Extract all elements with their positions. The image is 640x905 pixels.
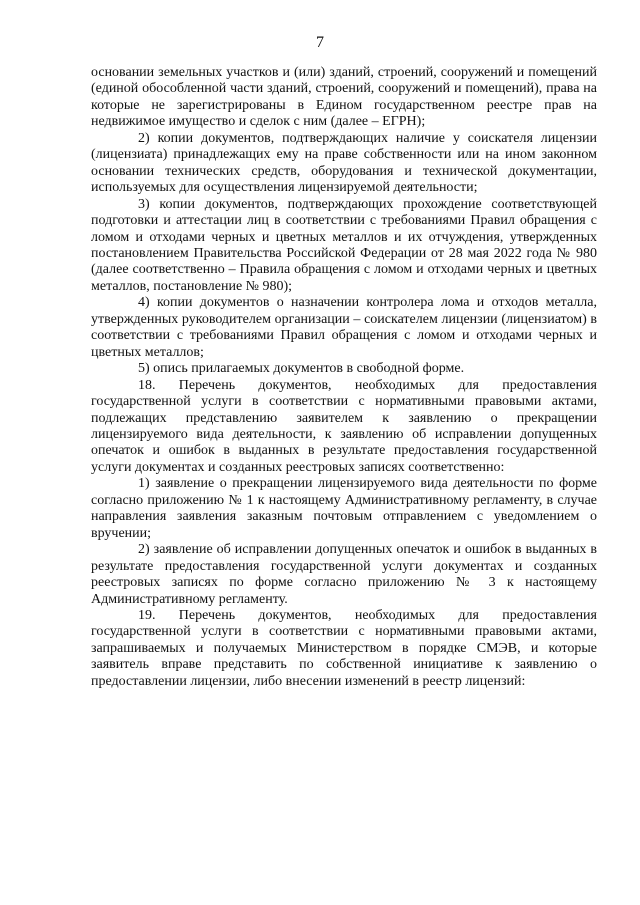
document-body (91, 65, 597, 690)
paragraph-section-19: 19. Перечень документов, необходимых для предоставления государственной услуги в соответствии с нормативными правовыми актами, запрашиваемых и получаемых Министерством в порядке СМЭВ, и которые заявитель вправе представить по собственной инициативе к заявлению о предоставлении лицензии, либо внесении изменений в реестр лицензий: (91, 607, 597, 689)
paragraph-18-item-1: 1) заявление о прекращении лицензируемого вида деятельности по форме согласно приложению № 1 к настоящему Административному регламенту, в случае направления заявления заказным почтовым отправлением с уведомлением о вручении; (91, 476, 597, 541)
paragraph-item-5: 5) опись прилагаемых документов в свободной форме. (138, 361, 465, 377)
paragraph-section-18: 18. Перечень документов, необходимых для предоставления государственной услуги в соответствии с нормативными правовыми актами, подлежащих представлению заявителем к заявлению о прекращении лицензируемого вида деятельности, к заявлению об исправлении допущенных опечаток и ошибок в выданных в результате предоставления государственной услуги документах и созданных реестровых записях соответственно: (91, 377, 597, 475)
paragraph-item-2: 2) копии документов, подтверждающих наличие у соискателя лицензии (лицензиата) принадлежащих ему на праве собственности или на ином законном основании технических средств, оборудования и технической документации, используемых для осуществления лицензируемой деятельности; (91, 130, 597, 196)
paragraph-continuation: основании земельных участков и (или) зданий, строений, сооружений и помещений (единой обособленной части зданий, строений, сооружений и помещений), права на которые не зарегистрированы в Едином государственном реестре прав на недвижимое имущество и сделок с ним (далее – ЕГРН); (91, 65, 597, 130)
paragraph-item-3: 3) копии документов, подтверждающих прохождение соответствующей подготовки и аттестации лиц в соответствии с требованиями Правил обращения с ломом и отходами черных и цветных металлов и их отчуждения, утвержденных постановлением Правительства Российской Федерации от 28 мая 2022 года № 980 (далее соответственно – Правила обращения с ломом и отходами черных и цветных металлов, постановление № 980); (91, 196, 597, 294)
paragraph-18-item-2: 2) заявление об исправлении допущенных опечаток и ошибок в выданных в результате предоставления государственной услуги документах и созданных реестровых записях по форме согласно приложению № 3 к настоящему Административному регламенту. (91, 542, 597, 607)
page-number: 7 (316, 34, 324, 51)
paragraph-item-4: 4) копии документов о назначении контролера лома и отходов металла, утвержденных руководителем организации – соискателем лицензии (лицензиатом) в соответствии с требованиями Правил обращения с ломом и отходами черных и цветных металлов; (91, 295, 597, 360)
